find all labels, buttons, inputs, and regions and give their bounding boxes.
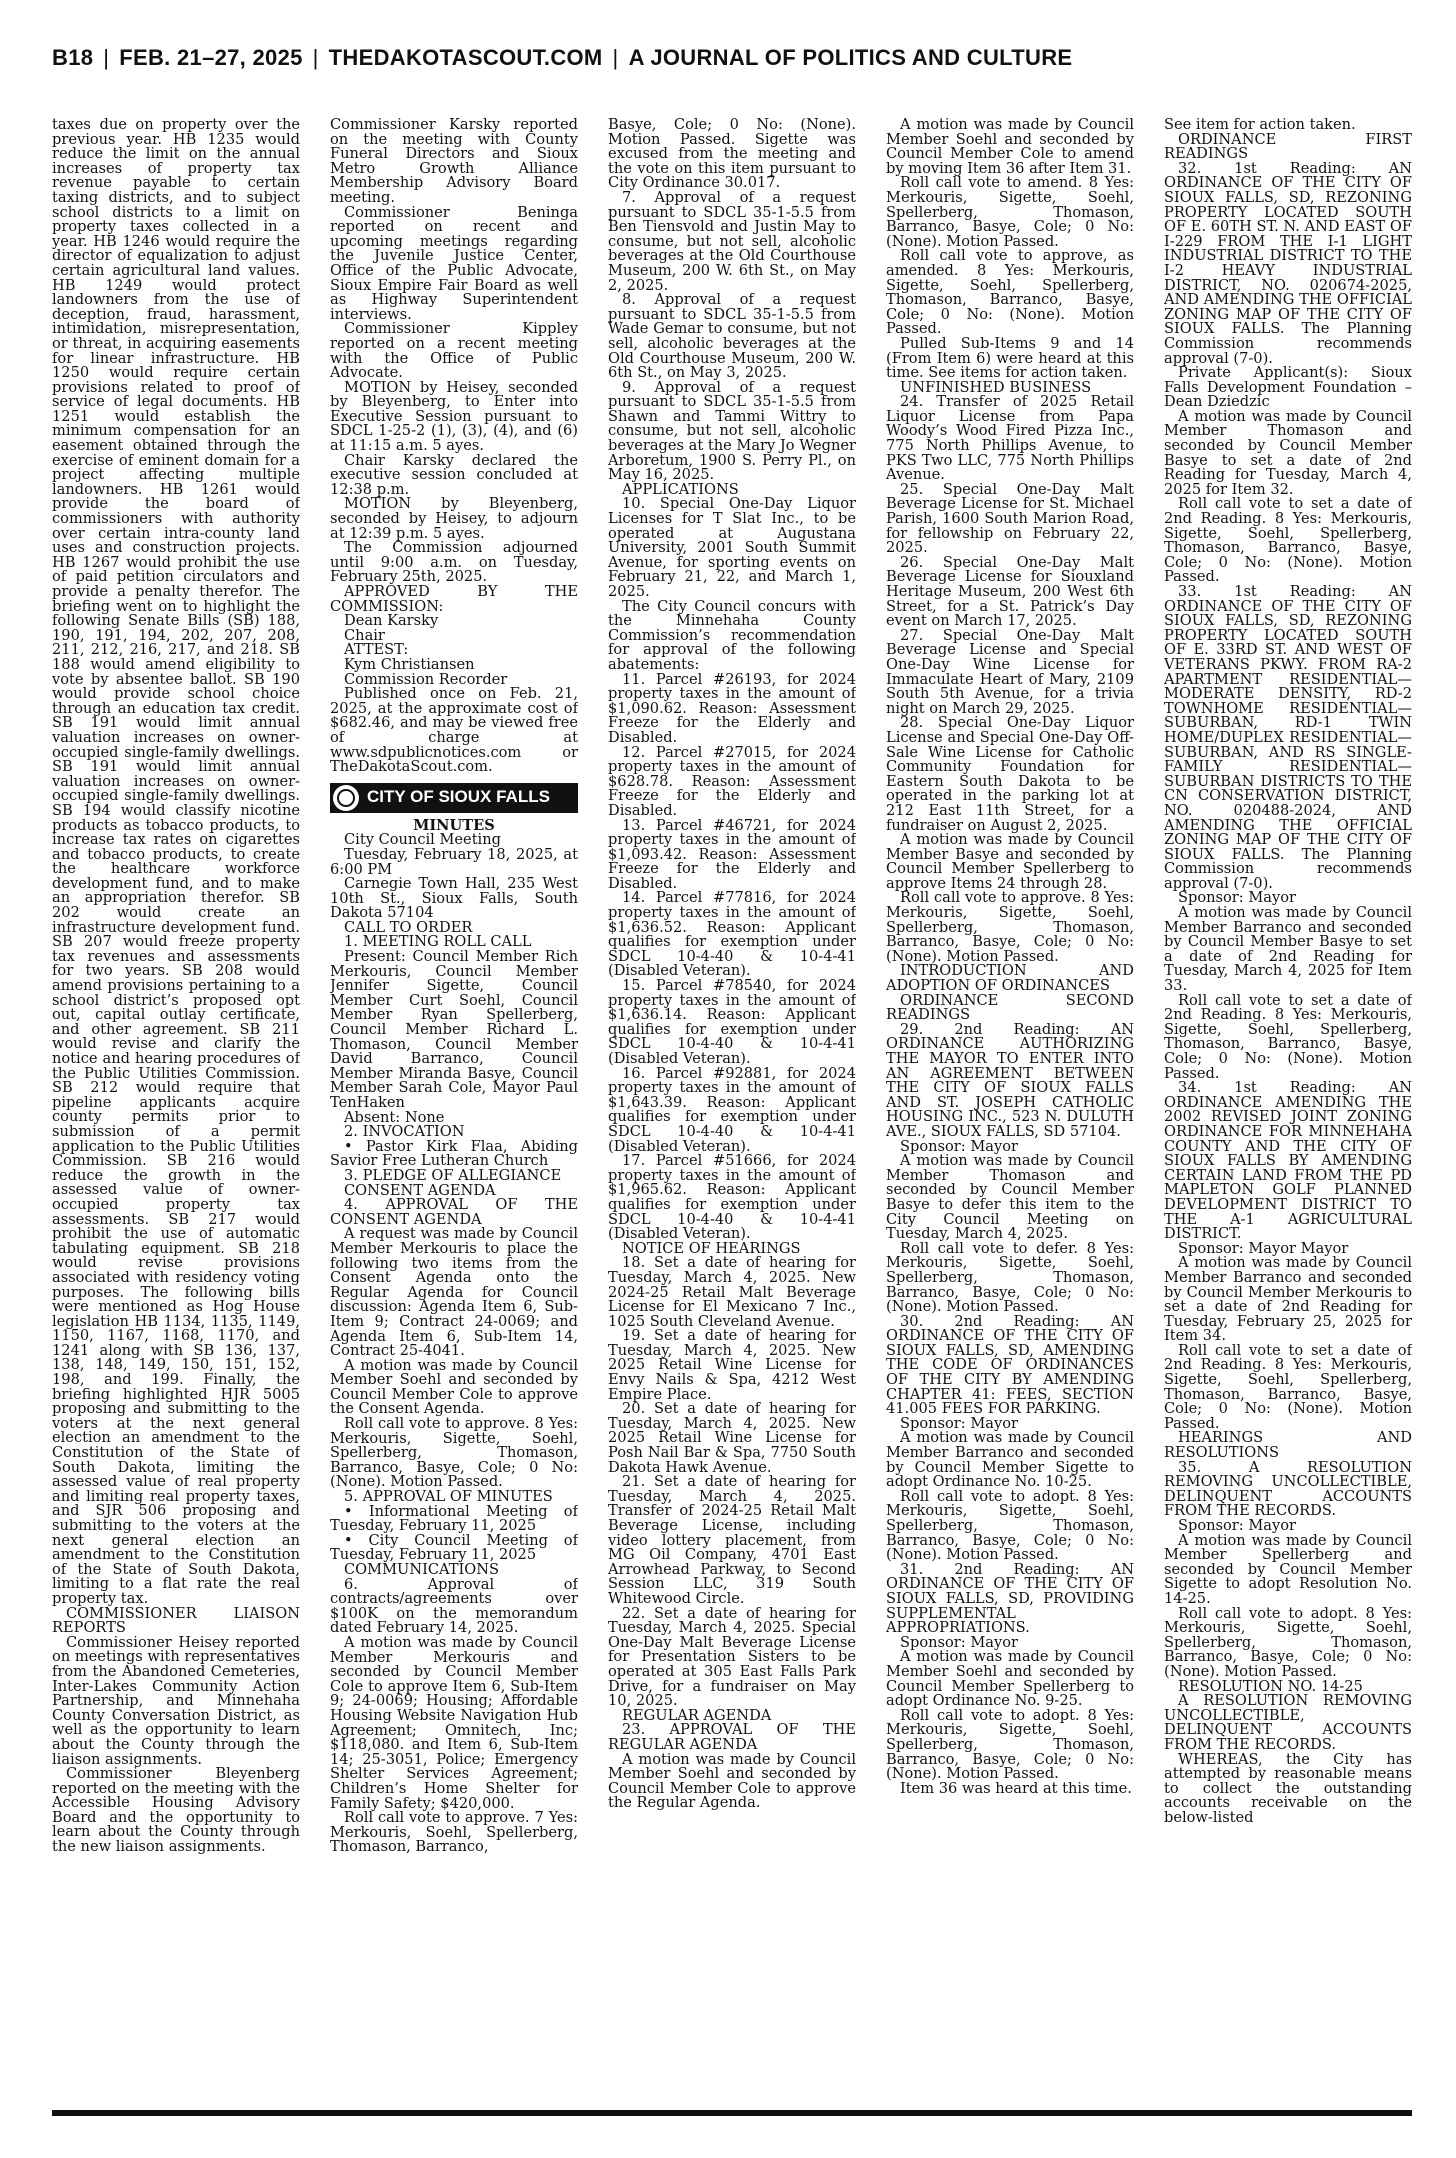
paragraph: Sponsor: Mayor: [900, 1414, 1018, 1432]
paragraph: The City Council concurs with the Minnehaha County Commission’s recommendation for approval of the following abatements:: [608, 597, 856, 673]
paragraph: 16. Parcel #92881, for 2024 property taxes in the amount of $1,643.39. Reason: Applicant qualifies for exemption under SDCL 10-4-40 & 10-4-41 (Disabled Veteran).: [608, 1064, 856, 1155]
paragraph: A motion was made by Council Member Barranco and seconded by Council Member Basye to set a date of 2nd Reading for Tuesday, March 4, 2025 for Item 33.: [1164, 904, 1412, 995]
paragraph: Tuesday, February 18, 2025, at 6:00 PM: [330, 845, 578, 878]
column-3: [608, 118, 856, 2108]
paragraph: 31. 2nd Reading: AN ORDINANCE OF THE CITY OF SIOUX FALLS, SD, PROVIDING SUPPLEMENTAL APPROPRIATIONS.: [886, 1560, 1134, 1637]
paragraph: Commission Recorder: [344, 670, 508, 688]
paragraph: 34. 1st Reading: AN ORDINANCE AMENDING THE 2002 REVISED JOINT ZONING ORDINANCE FOR MINNEHAHA COUNTY AND THE CITY OF SIOUX FALLS BY AMENDING CERTAIN LAND FROM THE PD MAPLETON GOLF PLANNED DEVELOPMENT DISTRICT TO THE A-1 AGRICULTURAL DISTRICT.: [1164, 1079, 1412, 1243]
header-separator: |: [312, 45, 319, 70]
section-banner-title: CITY OF SIOUX FALLS: [367, 787, 550, 807]
paragraph: Commissioner Bleyenberg reported on the meeting with the Accessible Housing Advisory Board and the opportunity to learn about the County through the new liaison assignments.: [52, 1765, 300, 1856]
paragraph: 26. Special One-Day Malt Beverage License for Siouxland Heritage Museum, 200 West 6th Street, for a St. Patrick’s Day event on March 17, 2025.: [886, 553, 1134, 630]
paragraph: COMMUNICATIONS: [344, 1561, 499, 1578]
paragraph: 13. Parcel #46721, for 2024 property taxes in the amount of $1,093.42. Reason: Assessment Freeze for the Elderly and Disabled.: [608, 816, 856, 892]
paragraph: Roll call vote to adopt. 8 Yes: Merkouris, Sigette, Soehl, Spellerberg, Thomason, Barranco, Basye, Cole; 0 No: (None). Motion Passed.: [1164, 1604, 1412, 1680]
paragraph: Roll call vote to approve. 8 Yes: Merkouris, Sigette, Soehl, Spellerberg, Thomason, Barranco, Basye, Cole; 0 No: (None). Motion Passed.: [886, 889, 1134, 965]
paragraph: INTRODUCTION AND ADOPTION OF ORDINANCES: [886, 962, 1134, 995]
article-columns: [52, 118, 1412, 2108]
paragraph: APPROVED BY THE COMMISSION:: [330, 583, 578, 615]
paragraph: Commissioner Kippley reported on a recent meeting with the Office of Public Advocate.: [330, 320, 578, 382]
paragraph: Dean Karsky: [344, 612, 439, 630]
section-banner: [330, 783, 578, 813]
paragraph: A RESOLUTION REMOVING UNCOLLECTIBLE, DELINQUENT ACCOUNTS FROM THE RECORDS.: [1164, 1692, 1412, 1753]
paragraph: Carnegie Town Hall, 235 West 10th St., Sioux Falls, South Dakota 57104: [330, 875, 578, 922]
paragraph: Roll call vote to approve, as amended. 8 Yes: Merkouris, Sigette, Soehl, Spellerberg, Thomason, Barranco, Basye, Cole; 0 No: (None). Motion Passed.: [886, 247, 1134, 338]
paragraph: A motion was made by Council Member Soehl and seconded by Council Member Cole to approve the Consent Agenda.: [330, 1356, 578, 1418]
paragraph: Roll call vote to adopt. 8 Yes: Merkouris, Sigette, Soehl, Spellerberg, Thomason, Barranco, Basye, Cole; 0 No: (None). Motion Passed.: [886, 1706, 1134, 1783]
paragraph: Basye, Cole; 0 No: (None). Motion Passed. Sigette was excused from the meeting and the vote on this item pursuant to City Ordinance 30.017.: [608, 118, 856, 192]
paragraph: 25. Special One-Day Malt Beverage License for St. Michael Parish, 1600 South Marion Road, for fellowship on February 22, 2025.: [886, 480, 1134, 557]
paragraph: Sponsor: Mayor: [900, 1137, 1018, 1155]
column-4: [886, 118, 1134, 2108]
paragraph: 12. Parcel #27015, for 2024 property taxes in the amount of $628.78. Reason: Assessment Freeze for the Elderly and Disabled.: [608, 743, 856, 819]
paragraph: WHEREAS, the City has attempted by reasonable means to collect the outstanding accounts receivable on the below-listed: [1164, 1750, 1412, 1826]
paragraph: • Informational Meeting of Tuesday, February 11, 2025: [330, 1502, 578, 1535]
paragraph: A motion was made by Council Member Thomason and seconded by Council Member Basye to defer this item to the City Council Meeting on Tuesday, March 4, 2025.: [886, 1152, 1134, 1243]
city-seal-icon: [333, 785, 359, 811]
paragraph: MOTION by Heisey, seconded by Bleyenberg, to Enter into Executive Session pursuant to SDCL 1-25-2 (1), (3), (4), and (6) at 11:15 a.m. 5 ayes.: [330, 378, 578, 455]
paragraph: 6. Approval of contracts/agreements over $100K on the memorandum dated February 14, 2025.: [330, 1575, 578, 1637]
paragraph: A motion was made by Council Member Barranco and seconded by Council Member Merkouris to set a date of 2nd Reading for Tuesday, February 25, 2025 for Item 34.: [1164, 1254, 1412, 1345]
paragraph: 11. Parcel #26193, for 2024 property taxes in the amount of $1,090.62. Reason: Assessment Freeze for the Elderly and Disabled.: [608, 670, 856, 746]
paragraph: 24. Transfer of 2025 Retail Liquor License from Papa Woody’s Wood Fired Pizza Inc., 775 North Phillips Avenue, to PKS Two LLC, 775 North Phillips Avenue.: [886, 393, 1134, 484]
paragraph: Private Applicant(s): Sioux Falls Development Foundation – Dean Dziedzic: [1164, 364, 1412, 411]
paragraph: ATTEST:: [344, 641, 409, 659]
minutes-title: MINUTES: [413, 816, 495, 834]
paragraph: Roll call vote to approve. 7 Yes: Merkouris, Soehl, Spellerberg, Thomason, Barranco,: [330, 1809, 578, 1856]
paragraph: 28. Special One-Day Liquor License and Special One-Day Off-Sale Wine License for Catholic Community Foundation for Eastern South Dakota to be operated in the parking lot at 212 East 11th Street, for a fundraiser on August 2, 2025.: [886, 714, 1134, 834]
paragraph: 2. INVOCATION: [344, 1123, 465, 1141]
paragraph: 22. Set a date of hearing for Tuesday, March 4, 2025. Special One-Day Malt Beverage License for Presentation Sisters to be operated at 305 East Falls Park Drive, for a fundraiser on May 10, 2025.: [608, 1604, 856, 1710]
paragraph: A motion was made by Council Member Merkouris and seconded by Council Member Cole to approve Item 6, Sub-Item 9; 24-0069; Housing; Affordable Housing Website Navigation Hub Agreement; Omnitech, Inc; $118,080. and Item 6, Sub-Item 14; 25-3051, Police; Emergency Shelter Services Agreement; Children’s Home Shelter for Family Safety; $420,000.: [330, 1633, 578, 1812]
paragraph: NOTICE OF HEARINGS: [622, 1239, 801, 1257]
paragraph: Chair: [344, 626, 385, 644]
paragraph: HEARINGS AND RESOLUTIONS: [1164, 1429, 1412, 1462]
bottom-rule: [52, 2110, 1412, 2116]
paragraph: 5. APPROVAL OF MINUTES: [344, 1488, 553, 1506]
paragraph: Published once on Feb. 21, 2025, at the approximate cost of $682.46, and may be viewed free of charge at www.sdpublicnotices.com or TheDakotaScout.com.: [330, 685, 578, 776]
city-minutes-start: [330, 833, 578, 1855]
page-header: [52, 40, 1404, 76]
paragraph: 21. Set a date of hearing for Tuesday, March 4, 2025. Transfer of 2024-25 Retail Malt Beverage License, including video lottery placement, from MG Oil Company, 4701 East Arrowhead Parkway, to Second Session LLC, 319 South Whitewood Circle.: [608, 1473, 856, 1607]
paragraph: Roll call vote to set a date of 2nd Reading. 8 Yes: Merkouris, Sigette, Soehl, Spellerberg, Thomason, Barranco, Basye, Cole; 0 No: (None). Motion Passed.: [1164, 991, 1412, 1082]
paragraph: RESOLUTION NO. 14-25: [1178, 1677, 1363, 1695]
paragraph: 19. Set a date of hearing for Tuesday, March 4, 2025. New 2025 Retail Wine License for Envy Nails & Spa, 4212 West Empire Place.: [608, 1327, 856, 1403]
paragraph: City Council Meeting: [344, 831, 501, 849]
paragraph: • City Council Meeting of Tuesday, February 11, 2025: [330, 1531, 578, 1564]
paragraph: 29. 2nd Reading: AN ORDINANCE AUTHORIZING THE MAYOR TO ENTER INTO AN AGREEMENT BETWEEN THE CITY OF SIOUX FALLS AND ST. JOSEPH CATHOLIC HOUSING INC., 523 N. DULUTH AVE., SIOUX FALLS, SD 57104.: [886, 1020, 1134, 1140]
paragraph: Present: Council Member Rich Merkouris, Council Member Jennifer Sigette, Council Member Curt Soehl, Council Member Ryan Spellerberg, Council Member Richard L. Thomason, Council Member David Barranco, Council Member Miranda Basye, Council Member Sarah Cole, Mayor Paul TenHaken: [330, 948, 578, 1111]
paragraph: Chair Karsky declared the executive session concluded at 12:38 p.m.: [330, 451, 578, 498]
paragraph: 18. Set a date of hearing for Tuesday, March 4, 2025. New 2024-25 Retail Malt Beverage License for El Mexicano 7 Inc., 1025 South Cleveland Avenue.: [608, 1254, 856, 1330]
paragraph: Item 36 was heard at this time.: [900, 1779, 1132, 1797]
paragraph: Sponsor: Mayor Mayor: [1178, 1239, 1349, 1257]
paragraph: Commissioner Karsky reported on the meeting with County Funeral Directors and Sioux Metro Growth Alliance Membership Advisory Board meeting.: [330, 118, 578, 206]
paragraph: 27. Special One-Day Malt Beverage License and Special One-Day Wine License for Immaculate Heart of Mary, 2109 South 5th Avenue, for a trivia night on March 29, 2025.: [886, 626, 1134, 717]
site-name: THEDAKOTASCOUT.COM: [328, 45, 603, 70]
paragraph: REGULAR AGENDA: [622, 1706, 772, 1724]
paragraph: A motion was made by Council Member Spellerberg and seconded by Council Member Sigette to adopt Resolution No. 14-25.: [1164, 1531, 1412, 1607]
paragraph: 35. A RESOLUTION REMOVING UNCOLLECTIBLE, DELINQUENT ACCOUNTS FROM THE RECORDS.: [1164, 1458, 1412, 1520]
paragraph: 4. APPROVAL OF THE CONSENT AGENDA: [330, 1196, 578, 1228]
paragraph: A motion was made by Council Member Soehl and seconded by Council Member Cole to amend by moving Item 36 after Item 31.: [886, 118, 1134, 177]
paragraph: MOTION by Bleyenberg, seconded by Heisey, to adjourn at 12:39 p.m. 5 ayes.: [330, 495, 578, 542]
paragraph: 10. Special One-Day Liquor Licenses for T Slat Inc., to be operated at Augustana University, 2001 South Summit Avenue, for sporting events on February 21, 22, and March 1, 2025.: [608, 495, 856, 600]
paragraph: 14. Parcel #77816, for 2024 property taxes in the amount of $1,636.52. Reason: Applicant qualifies for exemption under SDCL 10-4-40 & 10-4-41 (Disabled Veteran).: [608, 889, 856, 980]
paragraph: Sponsor: Mayor: [1178, 1517, 1296, 1534]
paragraph: See item for action taken.: [1164, 118, 1356, 133]
paragraph: 9. Approval of a request pursuant to SDCL 35-1-5.5 from Shawn and Tammi Wittry to consume, but not sell, alcoholic beverages at the Mary Jo Wegner Arboretum, 1900 S. Perry Pl., on May 16, 2025.: [608, 378, 856, 484]
paragraph: • Pastor Kirk Flaa, Abiding Savior Free Lutheran Church: [330, 1137, 578, 1170]
header-tagline: A JOURNAL OF POLITICS AND CULTURE: [628, 45, 1073, 70]
header-separator: |: [612, 45, 619, 70]
paragraph: Pulled Sub-Items 9 and 14 (From Item 6) were heard at this time. See items for action taken.: [886, 334, 1134, 382]
column-1: [52, 118, 300, 2108]
paragraph: A motion was made by Council Member Thomason and seconded by Council Member Basye to set a date of 2nd Reading for Tuesday, March 4, 2025 for Item 32.: [1164, 407, 1412, 498]
paragraph: 1. MEETING ROLL CALL: [344, 933, 532, 951]
paragraph: UNFINISHED BUSINESS: [900, 378, 1092, 396]
paragraph: Roll call vote to set a date of 2nd Reading. 8 Yes: Merkouris, Sigette, Soehl, Spellerberg, Thomason, Barranco, Basye, Cole; 0 No: (None). Motion Passed.: [1164, 1341, 1412, 1432]
paragraph: A motion was made by Council Member Soehl and seconded by Council Member Cole to approve the Regular Agenda.: [608, 1750, 856, 1812]
paragraph: 15. Parcel #78540, for 2024 property taxes in the amount of $1,636.14. Reason: Applicant qualifies for exemption under SDCL 10-4-40 & 10-4-41 (Disabled Veteran).: [608, 977, 856, 1067]
paragraph: ORDINANCE FIRST READINGS: [1164, 130, 1412, 163]
paragraph: 8. Approval of a request pursuant to SDCL 35-1-5.5 from Wade Gemar to consume, but not sell, alcoholic beverages at the Old Courthouse Museum, 200 W. 6th St., on May 3, 2025.: [608, 291, 856, 382]
paragraph: 32. 1st Reading: AN ORDINANCE OF THE CITY OF SIOUX FALLS, SD, REZONING PROPERTY LOCATED SOUTH OF E. 60TH ST. N. AND EAST OF I-229 FROM THE I-1 LIGHT INDUSTRIAL DISTRICT TO THE I-2 HEAVY INDUSTRIAL DISTRICT, NO. 020674-2025, AND AMENDING THE OFFICIAL ZONING MAP OF THE CITY OF SIOUX FALLS. The Planning Commission recommends approval (7-0).: [1164, 159, 1412, 367]
paragraph: 17. Parcel #51666, for 2024 property taxes in the amount of $1,965.62. Reason: Applicant qualifies for exemption under SDCL 10-4-40 & 10-4-41 (Disabled Veteran).: [608, 1152, 856, 1243]
paragraph: Sponsor: Mayor: [1178, 889, 1296, 907]
paragraph: CALL TO ORDER: [344, 918, 473, 936]
paragraph: 7. Approval of a request pursuant to SDCL 35-1-5.5 from Ben Tiensvold and Justin May to consume, but not sell, alcoholic beverages at the Old Courthouse Museum, 200 W. 6th St., on May 2, 2025.: [608, 188, 856, 294]
paragraph: 30. 2nd Reading: AN ORDINANCE OF THE CITY OF SIOUX FALLS, SD, AMENDING THE CODE OF ORDINANCES OF THE CITY BY AMENDING CHAPTER 41: FEES, SECTION 41.005 FEES FOR PARKING.: [886, 1312, 1134, 1418]
paragraph: Roll call vote to defer. 8 Yes: Merkouris, Sigette, Soehl, Spellerberg, Thomason, Barranco, Basye, Cole; 0 No: (None). Motion Passed.: [886, 1239, 1134, 1316]
paragraph: 33. 1st Reading: AN ORDINANCE OF THE CITY OF SIOUX FALLS, SD, REZONING PROPERTY LOCATED SOUTH OF E. 33RD ST. AND WEST OF VETERANS PKWY. FROM RA-2 APARTMENT RESIDENTIAL—MODERATE DENSITY, RD-2 TOWNHOME RESIDENTIAL—SUBURBAN, RD-1 TWIN HOME/DUPLEX RESIDENTIAL—SUBURBAN, AND RS SINGLE-FAMILY RESIDENTIAL—SUBURBAN DISTRICTS TO THE CN CONSERVATION DISTRICT, NO. 020488-2024, AND AMENDING THE OFFICIAL ZONING MAP OF THE CITY OF SIOUX FALLS. The Planning Commission recommends approval (7-0).: [1164, 583, 1412, 892]
header-separator: |: [103, 45, 110, 70]
paragraph: Kym Christiansen: [344, 655, 475, 673]
paragraph: Commissioner Heisey reported on meetings with representatives from the Abandoned Cemeteries, Inter-Lakes Community Action Partnership, and Minnehaha County Conversation District, as well as the opportunity to learn about the County through the liaison assignments.: [52, 1633, 300, 1768]
paragraph: Roll call vote to set a date of 2nd Reading. 8 Yes: Merkouris, Sigette, Soehl, Spellerberg, Thomason, Barranco, Basye, Cole; 0 No: (None). Motion Passed.: [1164, 495, 1412, 586]
paragraph: Absent: None: [344, 1108, 445, 1126]
paragraph: A motion was made by Council Member Basye and seconded by Council Member Spellerberg to approve Items 24 through 28.: [886, 831, 1134, 892]
paragraph: 3. PLEDGE OF ALLEGIANCE: [344, 1166, 562, 1184]
paragraph: The Commission adjourned until 9:00 a.m. on Tuesday, February 25th, 2025.: [330, 539, 578, 586]
paragraph: taxes due on property over the previous year. HB 1235 would reduce the limit on the annual increases of property tax revenue payable to certain taxing districts, and to subject school districts to a limit on property taxes collected in a year. HB 1246 would require the director of equalization to adjust certain agricultural land values. HB 1249 would protect landowners from the use of deception, fraud, harassment, intimidation, misrepresentation, or threat, in acquiring easements for linear infrastructure. HB 1250 would require certain provisions related to proof of service of legal documents. HB 1251 would establish the minimum compensation for an easement obtained through the exercise of eminent domain for a project affecting multiple landowners. HB 1261 would provide the board of commissioners with authority over certain intra-county land uses and construction projects. HB 1267 would prohibit the use of paid petition circulators and provide a penalty therefor. The briefing went on to highlight the following Senate Bills (SB) 188, 190, 191, 194, 202, 207, 208, 211, 212, 216, 217, and 218. SB 188 would amend eligibility to vote by absentee ballot. SB 190 would provide school choice through an education tax credit. SB 191 would limit annual valuation increases on owner-occupied single-family dwellings. SB 191 would limit annual valuation increases on owner-occupied single-family dwellings. SB 194 would classify nicotine products as tobacco products, to increase tax rates on cigarettes and tobacco products, to create the healthcare workforce development fund, and to make an appropriation therefor. SB 202 would create an infrastructure development fund. SB 207 would freeze property tax revenues and assessments for two years. SB 208 would amend provisions pertaining to a school district’s proposed opt out, capital outlay certificate, and other agreement. SB 211 would revise and clarify the notice and hearing procedures of the Public Utilities Commission. SB 212 would require that pipeline applicants acquire county permits prior to submission of a permit application to the Public Utilities Commission. SB 216 would reduce the growth in the assessed value of owner-occupied property tax assessments. SB 217 would prohibit the use of automatic tabulating equipment. SB 218 would revise provisions associated with residency voting purposes. The following bills were mentioned as Hog House legislation HB 1134, 1135, 1149, 1150, 1167, 1168, 1170, and 1241 along with SB 136, 137, 138, 148, 149, 150, 151, 152, 198, and 199. Finally, the briefing highlighted HJR 5005 proposing and submitting to the voters at the next general election an amendment to the Constitution of the State of South Dakota, limiting the assessed value of real property and limiting real property taxes, and SJR 506 proposing and submitting to the voters at the next general election an amendment to the Constitution of the State of South Dakota, limiting to a flat rate the real property tax.: [52, 118, 300, 1607]
paragraph: Roll call vote to adopt. 8 Yes: Merkouris, Sigette, Soehl, Spellerberg, Thomason, Barranco, Basye, Cole; 0 No: (None). Motion Passed.: [886, 1487, 1134, 1564]
paragraph: COMMISSIONER LIAISON REPORTS: [52, 1604, 300, 1637]
paragraph: APPLICATIONS: [622, 480, 739, 498]
paragraph: A motion was made by Council Member Soehl and seconded by Council Member Spellerberg to adopt Ordinance No. 9-25.: [886, 1648, 1134, 1710]
paragraph: CONSENT AGENDA: [344, 1181, 496, 1199]
paragraph: 20. Set a date of hearing for Tuesday, March 4, 2025. New 2025 Retail Wine License for Posh Nail Bar & Spa, 7750 South Dakota Hawk Avenue.: [608, 1400, 856, 1476]
paragraph: Roll call vote to approve. 8 Yes: Merkouris, Sigette, Soehl, Spellerberg, Thomason, Barranco, Basye, Cole; 0 No: (None). Motion Passed.: [330, 1415, 578, 1491]
paragraph: 23. APPROVAL OF THE REGULAR AGENDA: [608, 1721, 856, 1753]
county-minutes-end: [330, 118, 578, 775]
paragraph: ORDINANCE SECOND READINGS: [886, 991, 1134, 1024]
column-2: [330, 118, 578, 2108]
paragraph: Commissioner Beninga reported on recent and upcoming meetings regarding the Juvenile Justice Center, Office of the Public Advocate, Sioux Empire Fair Board as well as Highway Superintendent interviews.: [330, 203, 578, 323]
page-number: B18: [52, 45, 94, 70]
column-5: [1164, 118, 1412, 2108]
issue-date: FEB. 21–27, 2025: [119, 45, 303, 70]
paragraph: A request was made by Council Member Merkouris to place the following two items from the Consent Agenda onto the Regular Agenda for Council discussion: Agenda Item 6, Sub-Item 9; Contract 24-0069; and Agenda Item 6, Sub-Item 14, Contract 25-4041.: [330, 1225, 578, 1360]
paragraph: Sponsor: Mayor: [900, 1633, 1018, 1651]
paragraph: Roll call vote to amend. 8 Yes: Merkouris, Sigette, Soehl, Spellerberg, Thomason, Barranco, Basye, Cole; 0 No: (None). Motion Passed.: [886, 174, 1134, 250]
paragraph: A motion was made by Council Member Barranco and seconded by Council Member Sigette to adopt Ordinance No. 10-25.: [886, 1429, 1134, 1491]
